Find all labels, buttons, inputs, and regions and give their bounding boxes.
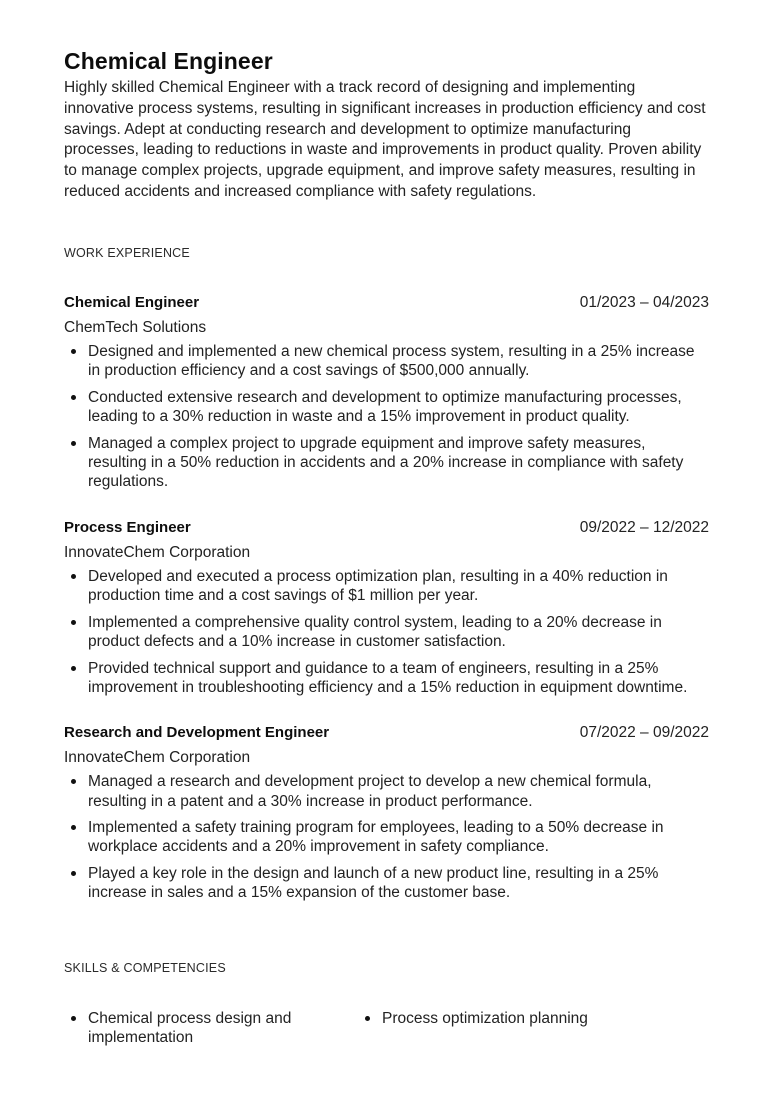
skills-list [64, 1009, 709, 1047]
skill-text: Chemical process design and implementation [88, 1009, 292, 1046]
bullet-dot-icon [71, 441, 76, 446]
resume-title: Chemical Engineer [64, 48, 273, 74]
bullet-text: Provided technical support and guidance to a team of engineers, resulting in a 25% improvement in troubleshooting efficiency and a 15% reduction in equipment downtime. [88, 659, 688, 696]
bullet-text: Developed and executed a process optimization plan, resulting in a 40% reduction in production time and a cost savings of $1 million per year. [88, 567, 668, 604]
bullet-dot-icon [71, 574, 76, 579]
bullet-dot-icon [71, 871, 76, 876]
job-bullet [88, 864, 709, 903]
job-bullets [64, 567, 709, 698]
job-title: Research and Development Engineer [64, 724, 330, 742]
company-name: InnovateChem Corporation [64, 543, 251, 561]
skill-item [64, 1009, 358, 1047]
job-bullet [88, 818, 709, 857]
job-header [64, 294, 709, 317]
job-header [64, 724, 709, 747]
bullet-dot-icon [71, 620, 76, 625]
job-bullet [88, 567, 709, 606]
company-name: InnovateChem Corporation [64, 749, 251, 767]
job-bullet [88, 659, 709, 698]
job-bullet [88, 772, 709, 811]
bullet-dot-icon [365, 1016, 370, 1021]
job-title: Process Engineer [64, 518, 191, 536]
skills-heading: SKILLS & COMPETENCIES [64, 960, 226, 975]
work-experience-heading: WORK EXPERIENCE [64, 245, 190, 260]
bullet-dot-icon [71, 779, 76, 784]
work-experience-list [64, 294, 709, 903]
bullet-dot-icon [71, 825, 76, 830]
job-dates: 07/2022 – 09/2022 [579, 724, 709, 742]
job-entry [64, 294, 709, 492]
bullet-text: Managed a complex project to upgrade equipment and improve safety measures, resulting in a 50% reduction in accidents and a 20% increase in compliance with safety regulations. [88, 434, 684, 491]
job-dates: 01/2023 – 04/2023 [579, 293, 709, 311]
skill-item [358, 1009, 652, 1047]
job-title: Chemical Engineer [64, 293, 200, 311]
job-header [64, 519, 709, 542]
bullet-dot-icon [71, 349, 76, 354]
job-dates: 09/2022 – 12/2022 [579, 518, 709, 536]
bullet-text: Implemented a comprehensive quality control system, leading to a 20% decrease in product defects and a 10% increase in customer satisfaction. [88, 613, 662, 650]
job-bullet [88, 613, 709, 652]
job-entry [64, 724, 709, 903]
professional-summary: Highly skilled Chemical Engineer with a track record of designing and implementing innovative process systems, resulting in significant increases in production efficiency and cost savings. Adept at conducting research and development to optimize manufacturing processes, leading to reductions in waste and improvements in product quality. Proven ability to manage complex projects, upgrade equipment, and improve safety measures, resulting in reduced accidents and increased compliance with safety regulations. [64, 79, 706, 200]
bullet-text: Designed and implemented a new chemical process system, resulting in a 25% increase in production efficiency and a cost savings of $500,000 annually. [88, 342, 695, 380]
bullet-dot-icon [71, 1016, 76, 1021]
resume-page [64, 44, 709, 1047]
bullet-dot-icon [71, 395, 76, 400]
bullet-text: Conducted extensive research and development to optimize manufacturing processes, leading to a 30% reduction in waste and a 15% improvement in product quality. [88, 388, 682, 426]
skill-text: Process optimization planning [382, 1009, 588, 1027]
company-name: ChemTech Solutions [64, 318, 207, 336]
bullet-dot-icon [71, 666, 76, 671]
job-bullet [88, 434, 709, 492]
job-bullet [88, 342, 709, 381]
job-bullets [64, 772, 709, 903]
job-entry [64, 519, 709, 698]
bullet-text: Implemented a safety training program for employees, leading to a 50% decrease in workplace accidents and a 20% improvement in safety compliance. [88, 819, 664, 856]
job-bullet [88, 388, 709, 427]
bullet-text: Played a key role in the design and launch of a new product line, resulting in a 25% increase in sales and a 15% expansion of the customer base. [88, 865, 659, 902]
job-bullets [64, 342, 709, 492]
bullet-text: Managed a research and development project to develop a new chemical formula, resulting in a patent and a 30% increase in product performance. [88, 773, 652, 810]
